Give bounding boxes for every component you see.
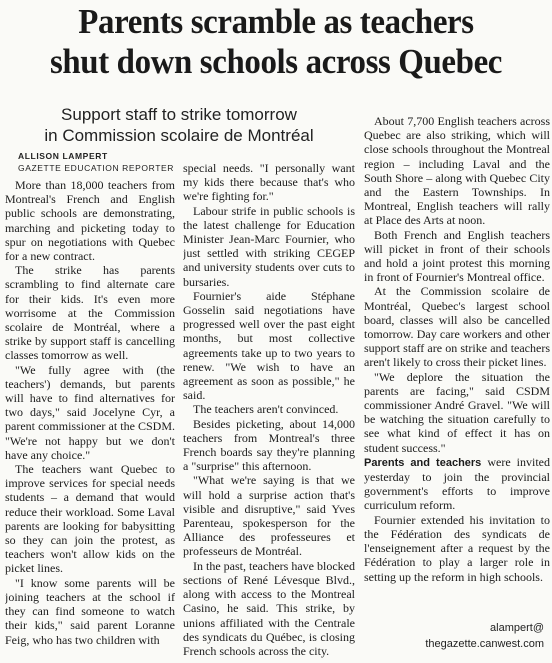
paragraph: Fournier extended his invitation to the Fédération des syndicats de l'enseignement after a request by the Fédération to play a larger role in setting up the reform in high schools. <box>364 512 550 584</box>
paragraph: Besides picketing, about 14,000 teachers from Montreal's three French boards say they're planning a "surprise" this afternoon. <box>183 416 355 474</box>
paragraph-lead-rest: were invited yesterday to join the provincial government's efforts to improve curriculum reform. <box>364 454 550 513</box>
paragraph: More than 18,000 teachers from Montreal's French and English public schools are demonstrating, marching and picketing today to spur on negotiations with Quebec for a new contract. <box>5 178 175 264</box>
headline <box>17 2 536 82</box>
paragraph: "What we're saying is that we will hold a surprise action that's visible and disruptive," said Yves Parenteau, spokesperson for the Alliance des professeures et professeurs de Montréal. <box>183 473 355 559</box>
paragraph: Labour strife in public schools is the latest challenge for Education Minister Jean-Marc Fournier, who just settled with striking CEGEP and university students over cuts to bursaries. <box>183 203 355 289</box>
paragraph: The teachers aren't convinced. <box>193 402 339 417</box>
deck-line-2: in Commission scolaire de Montréal <box>44 126 314 145</box>
article-column-3 <box>364 114 550 608</box>
paragraph: special needs. "I personally want my kids there because that's who we're fighting for." <box>183 161 355 204</box>
paragraph: The teachers want Quebec to improve services for special needs students – a demand that would reduce their workload. Some Laval parents are looking for babysitting so they can join the protest, as teachers won't allow kids on the picket lines. <box>5 462 175 576</box>
headline-line-2: shut down schools across Quebec <box>49 42 503 81</box>
author-name: ALLISON LAMPERT <box>18 151 108 161</box>
paragraph: The strike has parents scrambling to find alternate care for their kids. It's even more worrisome at the Commission scolaire de Montréal, where a strike by support staff is cancelling classes tomorrow as well. <box>5 263 175 363</box>
article-column-2 <box>183 161 355 660</box>
paragraph: Both French and English teachers will picket in front of their schools and hold a joint protest this morning in front of Fournier's Montreal office. <box>364 227 550 285</box>
deck-subheadline <box>4 104 354 146</box>
paragraph: "We deplore the situation the parents are facing," said CSDM commissioner André Gravel. "We will be watching the situation carefully to see what kind of effect it has on student success." <box>364 369 550 455</box>
author-email <box>364 620 544 652</box>
paragraph: At the Commission scolaire de Montréal, Quebec's largest school board, classes will also be cancelled tomorrow. Day care workers and other support staff are on strike and teachers aren't likely to cross their picket lines. <box>364 284 550 370</box>
email-line-2: thegazette.canwest.com <box>425 638 544 650</box>
deck-line-1: Support staff to strike tomorrow <box>61 105 297 124</box>
article-column-1 <box>5 178 175 660</box>
paragraph: "I know some parents will be joining teachers at the school if they can find someone to watch their kids," said parent Loranne Feig, who has two children with <box>5 575 175 647</box>
paragraph: Fournier's aide Stéphane Gosselin said negotiations have progressed well over the past eight months, but most collective agreements take up to two years to renew. "We wish to have an agreement as soon as possible," he said. <box>183 288 355 403</box>
email-line-1: alampert@ <box>490 622 544 634</box>
paragraph: "We fully agree with (the teachers') demands, but parents will have to find alternatives for two days," said Jocelyne Cyr, a parent commissioner at the CSDM. "We're not happy but we don't have any choice." <box>5 362 175 462</box>
headline-line-1: Parents scramble as teachers <box>78 2 474 41</box>
paragraph-with-lead <box>364 455 550 513</box>
author-title: GAZETTE EDUCATION REPORTER <box>18 163 175 173</box>
paragraph-lead-in: Parents and teachers <box>364 456 482 469</box>
paragraph: In the past, teachers have blocked sections of René Lévesque Blvd., along with access to the Montreal Casino, he said. This strike, by unions affiliated with the Centrale des syndicats du Québec, is closing French schools across the city. <box>183 558 355 658</box>
paragraph: About 7,700 English teachers across Quebec are also striking, which will close schools throughout the Montreal region – including Laval and the South Shore – along with Quebec City and the Eastern Townships. In Montreal, English teachers will rally at Place des Arts at noon. <box>364 114 550 228</box>
